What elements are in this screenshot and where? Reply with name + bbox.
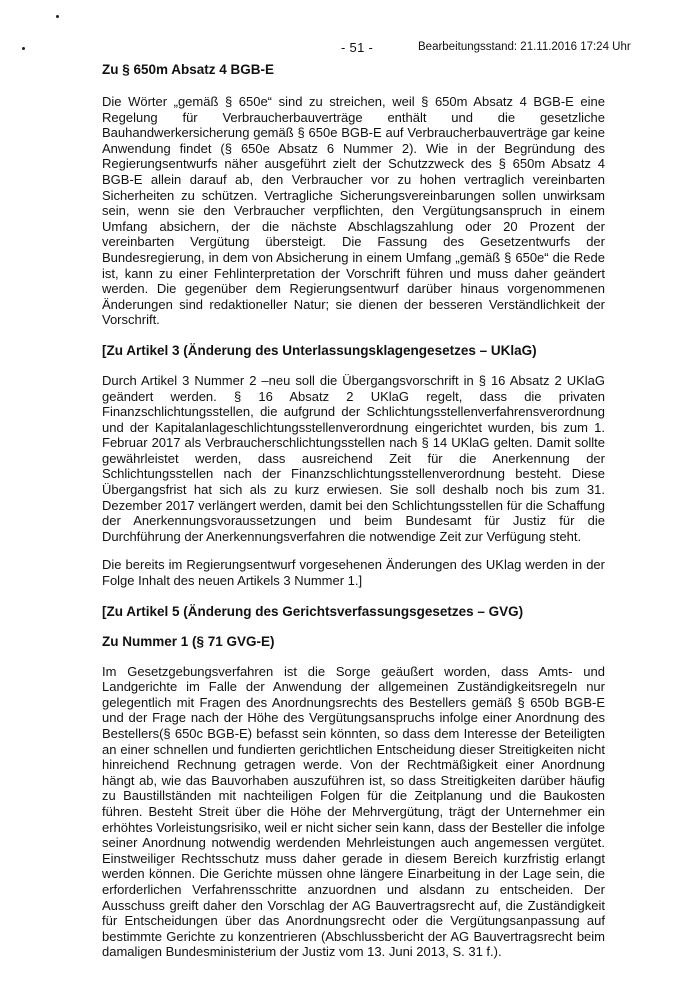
section-heading: Zu § 650m Absatz 4 BGB-E: [102, 62, 275, 77]
paragraph: Die Wörter „gemäß § 650e“ sind zu streichen, weil § 650m Absatz 4 BGB-E eine Regelung für Verbraucherbauverträge enthält und die gesetzliche Bauhandwerkersicherung gemäß § 650e BGB-E auf Verbraucherbauverträge gar keine Anwendung findet (§ 650e Absatz 6 Nummer 2). Wie in der Begründung des Regierungsentwurfs näher ausgeführt zielt der Schutzzweck des § 650m Absatz 4 BGB-E allein darauf ab, den Verbraucher vor zu hohen vertraglich vereinbarten Sicherheiten zu schützen. Vertragliche Sicherungsvereinbarungen sollen unwirksam sein, wenn sie den Verbraucher verpflichten, den Vergütungsanspruch in einem Umfang absichern, der die nächste Abschlagszahlung oder 20 Prozent der vereinbarten Vergütung übersteigt. Die Fassung des Gesetzentwurfs der Bundesregierung, in dem von Absicherung in einem Umfang „gemäß § 650e“ die Rede ist, kann zu einer Fehlinterpretation der Vorschrift führen und muss daher geändert werden. Die gegenüber dem Regierungsentwurf darüber hinaus vorgenommenen Änderungen sind redaktioneller Natur; sie dienen der besseren Verständlichkeit der Vorschrift.: [102, 94, 605, 328]
subsection-heading: Zu Nummer 1 (§ 71 GVG-E): [102, 633, 275, 649]
section-heading: [Zu Artikel 5 (Änderung des Gerichtsverfassungsgesetzes – GVG): [102, 603, 524, 619]
section-heading: [Zu Artikel 3 (Änderung des Unterlassungsklagengesetzes – UKlaG): [102, 342, 537, 358]
page-number: - 51 -: [341, 40, 374, 55]
scan-speck: [22, 47, 25, 50]
paragraph: Die bereits im Regierungsentwurf vorgesehenen Änderungen des UKlag werden in der Folge Inhalt des neuen Artikels 3 Nummer 1.]: [102, 557, 605, 589]
paragraph: Durch Artikel 3 Nummer 2 –neu soll die Übergangsvorschrift in § 16 Absatz 2 UKlaG geändert werden. § 16 Absatz 2 UKlaG regelt, dass die privaten Finanzschlichtungsstellen, die aufgrund der Schlichtungsstellenverfahrensverordnung und der Kapitalanlageschlichtungsstellenverordnung eingerichtet wurden, bis zum 1. Februar 2017 als Verbraucherschlichtungsstellen nach § 14 UKlaG gelten. Damit sollte gewährleistet werden, dass ausreichend Zeit für die Anerkennung der Schlichtungsstellen nach der Finanzschlichtungsstellenverordnung besteht. Diese Übergangsfrist hat sich als zu kurz erwiesen. Sie soll deshalb noch bis zum 31. Dezember 2017 verlängert werden, damit bei den Schlichtungsstellen für die Schaffung der Anerkennungsvoraussetzungen und beim Bundesamt für Justiz für die Durchführung der Anerkennungsverfahren die notwendige Zeit zur Verfügung steht.: [102, 372, 605, 544]
paragraph: Im Gesetzgebungsverfahren ist die Sorge geäußert worden, dass Amts- und Landgerichte im Falle der Anwendung der allgemeinen Zuständigkeitsregeln nur gelegentlich mit Fragen des Anordnungsrechts des Bestellers gemäß § 650b BGB-E und der Frage nach der Höhe des Vergütungsanspruchs infolge einer Anordnung des Bestellers(§ 650c BGB-E) befasst sein könnten, so dass dem Interesse der Beteiligten an einer schnellen und fundierten gerichtlichen Entscheidung dieser Streitigkeiten nicht hinreichend Rechnung getragen werde. Von der Rechtmäßigkeit einer Anordnung hängt ab, wie das Bauvorhaben auszuführen ist, so dass Streitigkeiten darüber häufig zu Baustillständen mit nachteiligen Folgen für die Zeitplanung und die Baukosten führen. Besteht Streit über die Höhe der Mehrvergütung, trägt der Unternehmer ein erhöhtes Vorleistungsrisiko, weil er nicht sicher sein kann, dass der Besteller die infolge seiner Anordnung notwendig werdenden Mehrleistungen auch angemessen vergütet. Einstweiliger Rechtsschutz muss daher gerade in diesem Bereich kurzfristig erlangt werden können. Die Gerichte müssen ohne längere Einarbeitung in der Lage sein, die erforderlichen Verfahrensschritte anzuordnen und alsdann zu entscheiden. Der Ausschuss greift daher den Vorschlag der AG Bauvertragsrecht auf, die Zuständigkeit für Entscheidungen über das Anordnungsrecht oder die Vergütungsanpassung auf bestimmte Gerichte zu konzentrieren (Abschlussbericht der AG Bauvertragsrecht beim damaligen Bundesministerium der Justiz vom 13. Juni 2013, S. 31 f.).: [102, 663, 605, 960]
edit-status: Bearbeitungsstand: 21.11.2016 17:24 Uhr: [418, 41, 631, 53]
scan-speck: [56, 15, 59, 18]
document-body: [102, 61, 605, 960]
